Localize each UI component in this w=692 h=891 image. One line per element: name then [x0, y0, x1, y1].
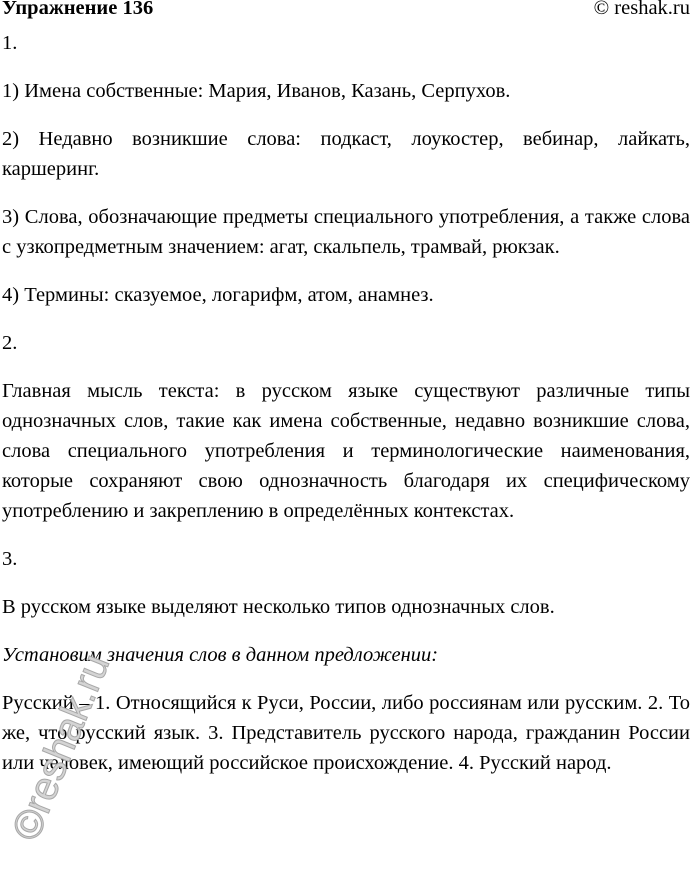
answer-item-3: 3) Слова, обозначающие предметы специального употребления, а также слова с узкопредметным значением: агат, скальпель, трамвай, рюкзак. [2, 206, 690, 258]
watermark: ©reshak.ru [4, 648, 119, 847]
section-number-2: 2. [2, 332, 18, 354]
answer-item-1: 1) Имена собственные: Мария, Иванов, Казань, Серпухов. [2, 80, 511, 102]
answer-item-2: 2) Недавно возникшие слова: подкаст, лоукостер, вебинар, лайкать, каршеринг. [2, 128, 690, 180]
section-3-intro: В русском языке выделяют несколько типов однозначных слов. [2, 596, 555, 618]
definition-paragraph: Русский – 1. Относящийся к Руси, России, либо россиянам или русским. 2. То же, что русский язык. 3. Представитель русского народа, гражданин России или человек, имеющий российское происхождение. 4. Русский народ. [2, 692, 690, 774]
site-credit: © reshak.ru [593, 0, 690, 19]
exercise-title: Упражнение 136 [2, 0, 154, 19]
section-number-1: 1. [2, 32, 18, 54]
section-number-3: 3. [2, 548, 18, 570]
main-idea-paragraph: Главная мысль текста: в русском языке существуют различные типы однозначных слов, такие как имена собственные, недавно возникшие слова, слова специального употребления и терминологические наименования, которые сохраняют свою однозначность благодаря их специфическому употреблению и закреплению в определённых контекстах. [2, 380, 690, 522]
italic-instruction: Установим значения слов в данном предложении: [2, 644, 439, 666]
answer-body [2, 28, 690, 796]
answer-item-4: 4) Термины: сказуемое, логарифм, атом, анамнез. [2, 284, 434, 306]
header [0, 0, 692, 26]
